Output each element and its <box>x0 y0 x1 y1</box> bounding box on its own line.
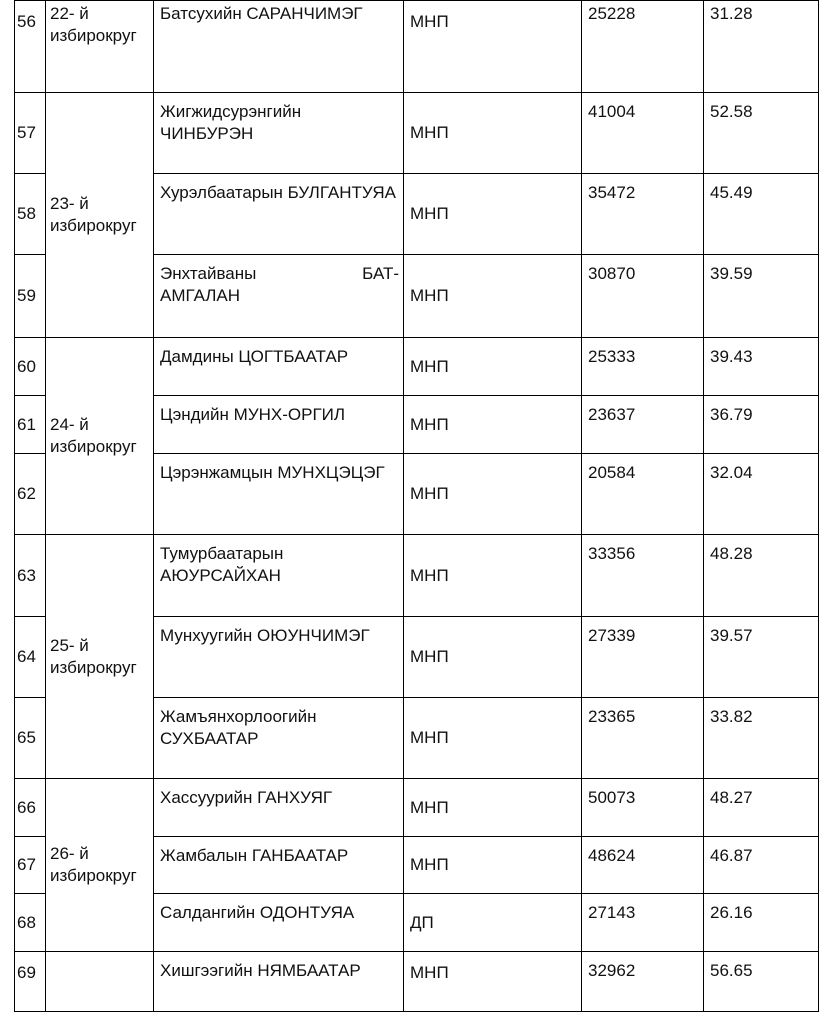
percent-cell: 33.82 <box>704 698 819 779</box>
row-number: 63 <box>15 535 46 617</box>
party-cell: МНП <box>404 454 582 535</box>
votes-cell: 50073 <box>582 779 704 837</box>
votes-cell: 48624 <box>582 837 704 894</box>
row-number: 60 <box>15 338 46 396</box>
votes-cell: 33356 <box>582 535 704 617</box>
row-number: 61 <box>15 396 46 454</box>
table-row <box>15 779 819 837</box>
row-number: 65 <box>15 698 46 779</box>
votes-cell: 23637 <box>582 396 704 454</box>
candidate-name: Мунхуугийн ОЮУНЧИМЭГ <box>154 617 404 698</box>
votes-cell: 32962 <box>582 952 704 1012</box>
candidate-name-part: БАТ- <box>362 264 399 283</box>
percent-cell: 39.59 <box>704 255 819 338</box>
party-cell: МНП <box>404 396 582 454</box>
percent-cell: 39.43 <box>704 338 819 396</box>
percent-cell: 31.28 <box>704 1 819 93</box>
party-cell: МНП <box>404 779 582 837</box>
party-cell: МНП <box>404 255 582 338</box>
table-row <box>15 338 819 396</box>
percent-cell: 32.04 <box>704 454 819 535</box>
table-row <box>15 1 819 93</box>
candidate-name: Салдангийн ОДОНТУЯА <box>154 894 404 952</box>
candidate-name: Жамъянхорлоогийн СУХБААТАР <box>154 698 404 779</box>
candidate-name: Цэрэнжамцын МУНХЦЭЦЭГ <box>154 454 404 535</box>
district-cell: 22- й избирокруг <box>46 1 154 93</box>
candidate-name: Хурэлбаатарын БУЛГАНТУЯА <box>154 174 404 255</box>
row-number: 62 <box>15 454 46 535</box>
table-row <box>15 93 819 174</box>
party-cell: МНП <box>404 952 582 1012</box>
party-cell: МНП <box>404 93 582 174</box>
party-cell: МНП <box>404 535 582 617</box>
table-row <box>15 535 819 617</box>
row-number: 66 <box>15 779 46 837</box>
row-number: 67 <box>15 837 46 894</box>
candidate-name-part: Энхтайваны <box>160 264 257 283</box>
party-cell: МНП <box>404 338 582 396</box>
election-results-table <box>14 0 819 1012</box>
votes-cell: 41004 <box>582 93 704 174</box>
candidate-name: Цэндийн МУНХ-ОРГИЛ <box>154 396 404 454</box>
percent-cell: 39.57 <box>704 617 819 698</box>
party-cell: ДП <box>404 894 582 952</box>
row-number: 58 <box>15 174 46 255</box>
candidate-name: Тумурбаатарын АЮУРСАЙХАН <box>154 535 404 617</box>
votes-cell: 35472 <box>582 174 704 255</box>
district-cell: 25- й избирокруг <box>46 535 154 779</box>
row-number: 69 <box>15 952 46 1012</box>
percent-cell: 48.28 <box>704 535 819 617</box>
percent-cell: 36.79 <box>704 396 819 454</box>
votes-cell: 27339 <box>582 617 704 698</box>
district-cell: 26- й избирокруг <box>46 779 154 952</box>
party-cell: МНП <box>404 174 582 255</box>
candidate-name: Жамбалын ГАНБААТАР <box>154 837 404 894</box>
candidate-name: Дамдины ЦОГТБААТАР <box>154 338 404 396</box>
party-cell: МНП <box>404 837 582 894</box>
row-number: 59 <box>15 255 46 338</box>
percent-cell: 46.87 <box>704 837 819 894</box>
percent-cell: 56.65 <box>704 952 819 1012</box>
row-number: 68 <box>15 894 46 952</box>
candidate-name: Хишгээгийн НЯМБААТАР <box>154 952 404 1012</box>
votes-cell: 25333 <box>582 338 704 396</box>
table-row <box>15 952 819 1012</box>
district-cell <box>46 952 154 1012</box>
district-cell: 23- й избирокруг <box>46 93 154 338</box>
votes-cell: 20584 <box>582 454 704 535</box>
candidate-name: Хассуурийн ГАНХУЯГ <box>154 779 404 837</box>
candidate-name: Жигжидсурэнгийн ЧИНБУРЭН <box>154 93 404 174</box>
row-number: 56 <box>15 1 46 93</box>
party-cell: МНП <box>404 1 582 93</box>
party-cell: МНП <box>404 698 582 779</box>
percent-cell: 48.27 <box>704 779 819 837</box>
percent-cell: 45.49 <box>704 174 819 255</box>
votes-cell: 30870 <box>582 255 704 338</box>
votes-cell: 25228 <box>582 1 704 93</box>
candidate-name: Батсухийн САРАНЧИМЭГ <box>154 1 404 93</box>
district-cell: 24- й избирокруг <box>46 338 154 535</box>
party-cell: МНП <box>404 617 582 698</box>
row-number: 64 <box>15 617 46 698</box>
candidate-name-part: АМГАЛАН <box>160 286 241 305</box>
percent-cell: 26.16 <box>704 894 819 952</box>
row-number: 57 <box>15 93 46 174</box>
percent-cell: 52.58 <box>704 93 819 174</box>
votes-cell: 27143 <box>582 894 704 952</box>
votes-cell: 23365 <box>582 698 704 779</box>
candidate-name <box>154 255 404 338</box>
